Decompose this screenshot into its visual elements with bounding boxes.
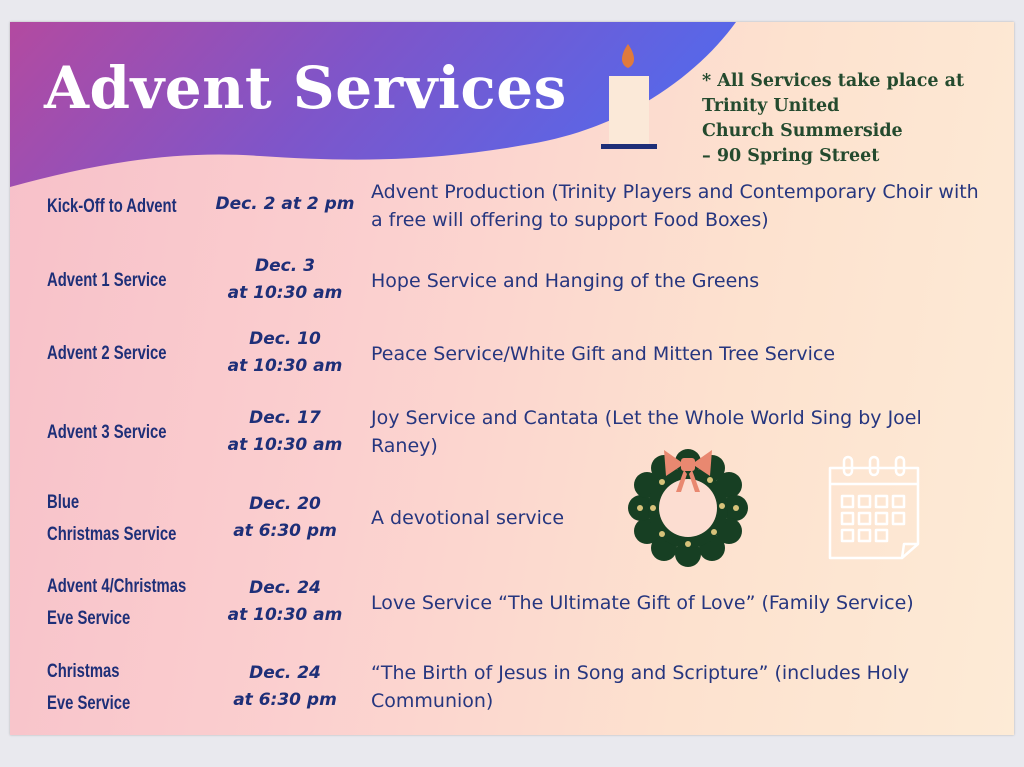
service-label: Kick-Off to Advent [47,196,177,217]
calendar-icon [822,454,926,562]
service-date: Dec. 10 at 10:30 am [227,329,343,376]
page-title: Advent Services [44,54,567,122]
location-note-line: Church Summerside [702,121,903,141]
location-note-line: * All Services take place at [702,71,965,91]
service-date: Dec. 24 at 6:30 pm [233,663,337,710]
service-description: Advent Production (Trinity Players and Contemporary Choir with a free will offering to support Food Boxes) [371,181,979,231]
service-label: Advent 1 Service [47,270,167,291]
advent-services-card [10,22,1014,735]
service-date: Dec. 17 at 10:30 am [227,408,343,455]
candle-icon [598,42,670,152]
location-note-line: Trinity United [702,96,840,116]
service-label: Christmas Eve Service [47,661,131,714]
service-description: Peace Service/White Gift and Mitten Tree Service [371,343,836,365]
service-label: Advent 2 Service [47,343,167,364]
service-description: Love Service “The Ultimate Gift of Love” (Family Service) [371,592,914,614]
location-note [702,69,964,169]
service-description: A devotional service [371,507,565,529]
service-description: Joy Service and Cantata (Let the Whole World Sing by Joel Raney) [371,407,922,457]
service-label: Advent 4/Christmas Eve Service [47,576,187,629]
service-description: Hope Service and Hanging of the Greens [371,270,760,292]
location-note-line: – 90 Spring Street [702,146,880,166]
service-date: Dec. 2 at 2 pm [215,194,355,214]
service-date: Dec. 24 at 10:30 am [227,578,343,625]
service-label: Advent 3 Service [47,422,167,443]
wreath-icon [626,446,750,570]
service-date: Dec. 20 at 6:30 pm [233,494,337,541]
service-date: Dec. 3 at 10:30 am [227,256,343,303]
service-description: “The Birth of Jesus in Song and Scripture” (includes Holy Communion) [371,662,910,712]
service-label: Blue Christmas Service [47,492,177,545]
